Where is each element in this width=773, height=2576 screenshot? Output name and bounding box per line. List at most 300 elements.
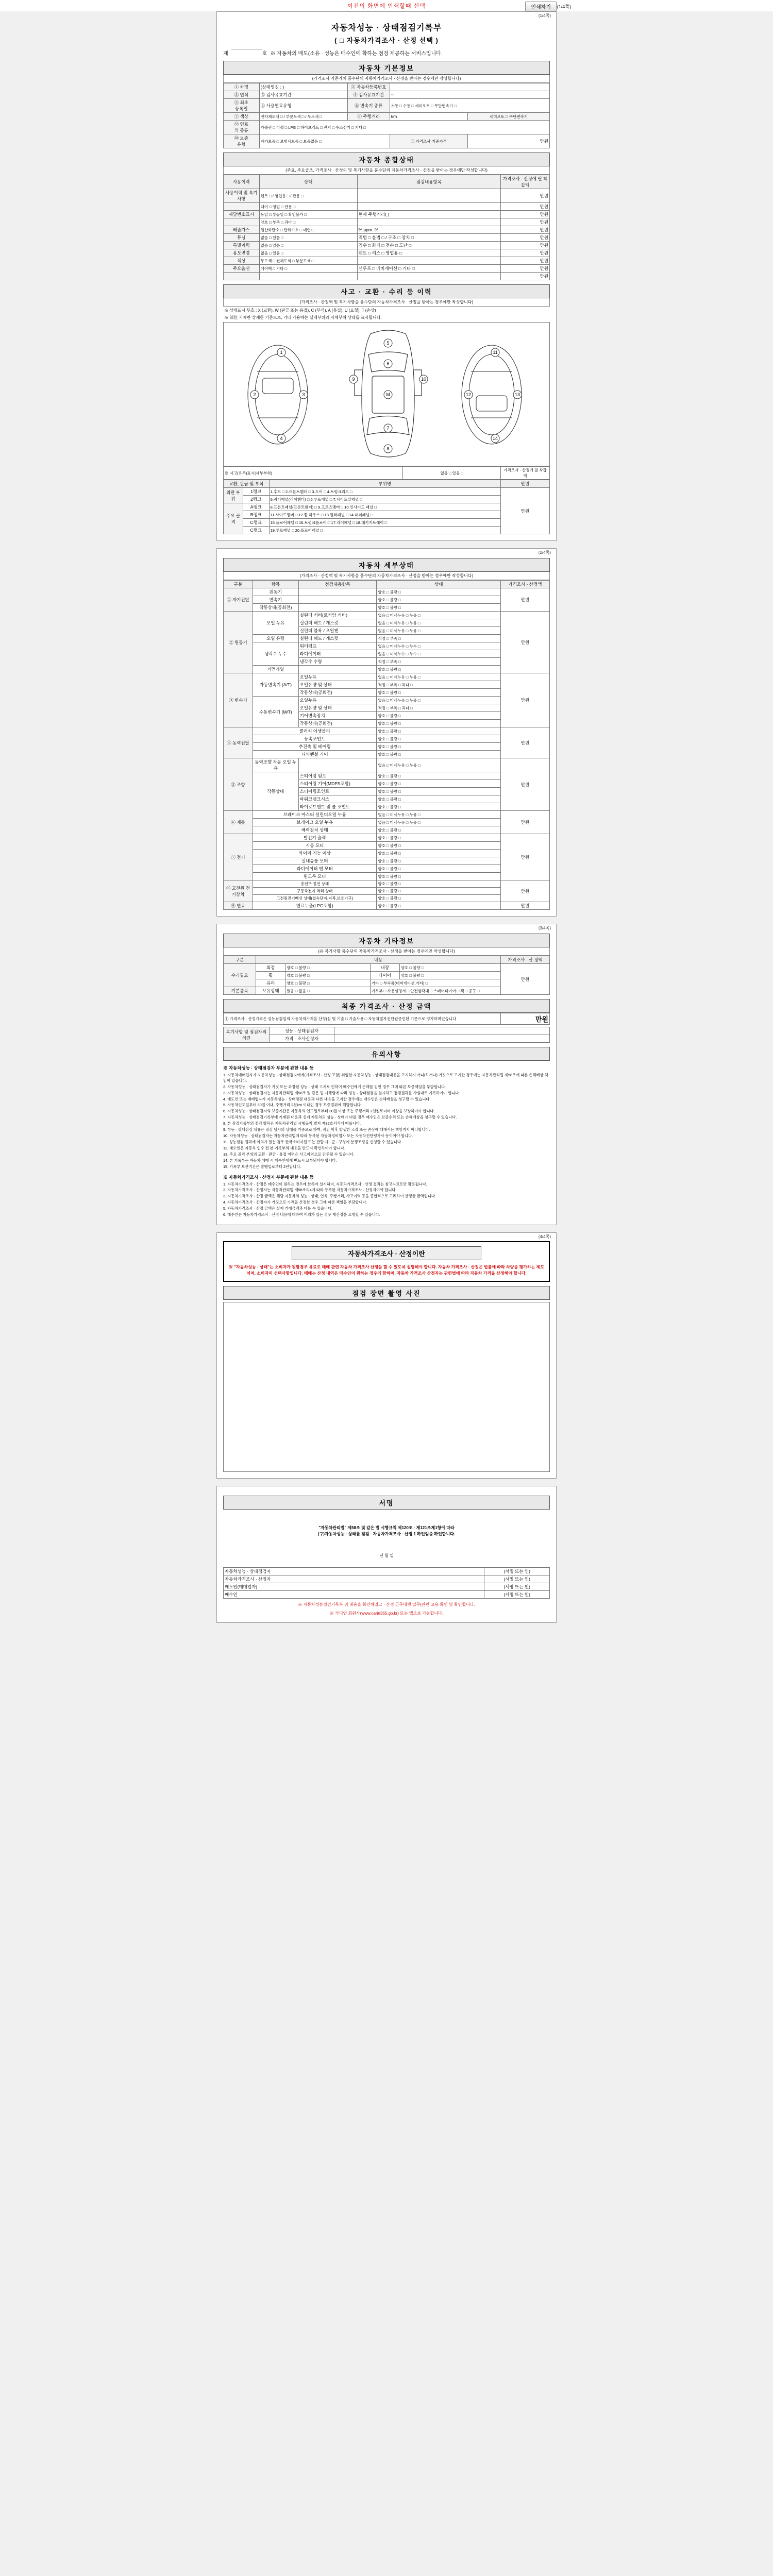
table-row [224, 226, 550, 234]
table-row [224, 834, 550, 842]
status-options[interactable]: 없음 □ 미세누유 □ 누유 □ [377, 811, 501, 819]
status-options[interactable]: 양호 □ 불량 □ [377, 842, 501, 850]
frame-items[interactable]: 11.사이드멤버 □ 12.휠 하우스 □ 13.필러패널 □ 14.대쉬패널 □ [269, 511, 500, 519]
table-row [224, 91, 550, 99]
table-row [224, 673, 550, 681]
status-options-2[interactable]: 기타 □ 부속품(네비게이션,기타) □ [370, 979, 500, 987]
section-detail-title: 자동차 세부상태 [223, 558, 550, 572]
status-options[interactable]: 양호 □ 불량 □ [377, 780, 501, 788]
sub-label: 실린더 헤드 / 개스킷 [298, 619, 377, 627]
status-options[interactable]: 양호 □ 불량 □ [377, 751, 501, 758]
frame-level: 2랭크 [243, 496, 269, 503]
car-damage-diagram[interactable] [223, 322, 550, 466]
sub-label: 작동상태(공회전) [298, 720, 377, 727]
svg-text:14: 14 [492, 436, 498, 441]
terms-p: 3. 자동차성능 · 상태점검자는 자동차관리법 제58조 및 같은 법 시행령에 따라 성능 · 상태점검을 실시하고 점검결과를 사실대로 기록하여야 합니다. [223, 1090, 460, 1095]
row-detail[interactable] [357, 273, 501, 280]
item-label: 연료누출(LPG포함) [253, 902, 377, 910]
row-label: 수리필요 [224, 964, 256, 987]
table-row [224, 99, 550, 113]
item-label: 브레이크 오일 누유 [253, 819, 377, 826]
row-amount[interactable]: 만원 [501, 265, 550, 273]
th-amt: 가격조사 · 산 정액 [501, 956, 550, 964]
sub-label: 냉각수 수량 [298, 658, 377, 666]
status-options[interactable]: 양호 □ 불량 □ [377, 880, 501, 888]
row-detail[interactable]: 선루프 □ 네비게이션 □ 기타 □ [357, 265, 501, 273]
cell-inspect-label: ④ 검사유효기간 [347, 91, 390, 99]
item-label: 발전기 출력 [253, 834, 377, 842]
row-amount[interactable]: 만원 [501, 189, 550, 203]
cell-extra-label: 세미오토 □ 무단변속기 [468, 113, 550, 121]
svg-text:13: 13 [514, 392, 520, 397]
group-amount[interactable]: 만원 [501, 588, 550, 612]
status-options[interactable]: 없음 □ 미세누수 □ 누수 □ [377, 642, 501, 650]
terms-p: 3. 자동차가격조사 · 산정 금액은 해당 자동차의 성능 · 상태, 연식, 주행거리, 사고이력 등을 종합적으로 고려하여 산정한 금액입니다. [223, 1194, 436, 1199]
terms-p: 6. 매수인은 자동차가격조사 · 산정 내용에 대하여 이의가 있는 경우 재산정을 요청할 수 있습니다. [223, 1212, 380, 1217]
table-row [224, 1035, 550, 1043]
basic-info-table [223, 83, 550, 148]
frame-level: 1랭크 [243, 488, 269, 496]
table-header-row [224, 581, 550, 588]
terms-p: 4. 자동차가격조사 · 산정자가 거짓으로 가격을 산정한 경우 그에 따른 책임을 부담합니다. [223, 1200, 367, 1205]
th-content: 내용 [256, 956, 501, 964]
status-options[interactable]: 적정 □ 부족 □ [377, 635, 501, 642]
row-amount[interactable]: 만원 [501, 257, 550, 265]
row-amount[interactable]: 만원 [501, 234, 550, 242]
table-row [224, 249, 550, 257]
section-overall-title: 자동차 종합상태 [223, 152, 550, 166]
status-options-2[interactable]: 양호 □ 불량 □ [399, 964, 500, 972]
row-state[interactable] [259, 273, 357, 280]
status-options[interactable]: 적정 □ 부족 □ [377, 658, 501, 666]
cell-color-value[interactable]: 전차체도색 □ / 부분도색 □ / 무도색 □ [259, 113, 347, 121]
section-basic-info-note: (가격조사 기준가치 품수단의 자동차가격조사 · 산정을 받아는 경우에만 작성합니다) [223, 75, 550, 83]
status-options[interactable]: 양호 □ 불량 □ [377, 588, 501, 596]
status-options[interactable]: 없음 □ 미세누유 □ 누유 □ [377, 673, 501, 681]
sub-label-2: 내장 [370, 964, 399, 972]
group-label: ② 원동기 [224, 612, 253, 673]
row-label: 주요옵션 [224, 265, 260, 273]
price-survey-checkbox[interactable]: ( □ 자동차가격조사 · 산정 선택 ) [334, 37, 439, 44]
accident-presence-options[interactable]: 없음 □ 있음 □ [403, 467, 501, 480]
status-options[interactable]: 양호 □ 불량 □ [285, 964, 371, 972]
terms-p: 2. 자동차성능 · 상태점검자가 거짓 또는 과장된 성능 · 상태 고지로 인하여 매수인에게 손해를 입힌 경우 그에 따른 보증책임을 부담합니다. [223, 1084, 446, 1089]
status-options[interactable]: 없음 □ 미세누유 □ 누유 □ [377, 697, 501, 704]
sub-label: 보유상태 [256, 987, 285, 995]
group-amount[interactable]: 만원 [501, 727, 550, 758]
status-options[interactable]: 양호 □ 불량 □ [377, 795, 501, 803]
sign-label: 자동차성능 · 상태점검자 [224, 1568, 484, 1575]
status-options[interactable]: 양호 □ 불량 □ [377, 689, 501, 697]
terms-p: 1. 자동차매매업자가 자동차성능 · 상태점검자에게(가격조사 · 산정 포함) 위임한 자동차성능 · 상태점검내용을 고지하지 아니(하거나) 거짓으로 고지한 경우에는 자동차관리법 제58조에 따른 손해배상 책임이 있습니다. [223, 1072, 548, 1083]
cell-trans-value[interactable]: 자동 □ 수동 □ 세미오토 □ 무단변속기 □ [390, 99, 549, 113]
sign-value[interactable]: (서명 또는 인) [484, 1575, 550, 1583]
row-state[interactable]: 없음 □ 있음 □ [259, 242, 357, 249]
row-label: 색상 [224, 257, 260, 265]
status-options[interactable]: 적정 □ 부족 □ 과다 □ [377, 681, 501, 689]
item-label: 라디에이터 팬 모터 [253, 865, 377, 873]
terms-p: 10. 자동차성능 · 상태점검자는 자동차관리법에 따라 등록된 자동차정비업자 또는 자동차진단평가사 등이어야 합니다. [223, 1133, 413, 1139]
status-options[interactable]: 양호 □ 불량 □ [377, 727, 501, 735]
item-label: 충전구 절연 상태 [253, 880, 377, 888]
item-label: 브레이크 마스터 실린더오일 누유 [253, 811, 377, 819]
frame-items[interactable]: 1.후드 □ 2.프론트휀더 □ 3.도어 □ 4.트렁크리드 □ [269, 488, 500, 496]
sub-label: 스티어링 펌프 [298, 772, 377, 780]
status-options[interactable]: 양호 □ 불량 □ [377, 803, 501, 811]
ho-label: 호 [262, 51, 267, 57]
frame-items[interactable]: 8.프론트패널(프론트휀더) □ 9.크로스멤버 □ 10.인사이드 패널 □ [269, 503, 500, 511]
row-detail[interactable]: 적법 □ 불법 □ / 구조 □ 장치 □ [357, 234, 501, 242]
row-detail[interactable]: 침수 □ 화재 □ 전손 □ 도난 □ [357, 242, 501, 249]
status-options[interactable]: 양호 □ 불량 □ [377, 895, 501, 902]
sub-label [298, 596, 377, 604]
terms-p: 12. 매수인은 자동차 인수 전 본 기록부의 내용을 반드시 확인하여야 합니다. [223, 1146, 345, 1150]
svg-text:5: 5 [386, 341, 390, 346]
item-label: 추진축 및 베어링 [253, 743, 377, 751]
frame-level: B랭크 [243, 511, 269, 519]
sub-label: 스티어링 기어(MDPS포함) [298, 780, 377, 788]
page-5 [216, 1486, 557, 1623]
item-label: 등속조인트 [253, 735, 377, 743]
signature-table [223, 1567, 550, 1599]
sign-label: 매도인(매매업자) [224, 1583, 484, 1591]
sub-label: 워터펌프 [298, 642, 377, 650]
cell-inspect-value[interactable]: ~ [390, 91, 549, 99]
terms-p: 8. 본 점검기록부의 점검 항목은 자동차관리법 시행규칙 별지 제82호서식에 따릅니다. [223, 1121, 361, 1126]
row-amount[interactable]: 만원 [501, 203, 550, 211]
group-label: ⑨ 연료 [224, 902, 253, 910]
table-row [224, 189, 550, 203]
status-options[interactable]: 양호 □ 불량 □ [377, 735, 501, 743]
item-label: 배력장치 상태 [253, 826, 377, 834]
group-amount[interactable]: 만원 [501, 612, 550, 673]
accident-bullet-1: ※ 상태표시 부호 : X (교환), W (판금 또는 용접), C (부식), A (흠집), U (요철), T (손상) [224, 308, 376, 313]
row-detail[interactable]: % ppm. % [357, 226, 501, 234]
status-options[interactable]: 양호 □ 불량 □ [377, 857, 501, 865]
cell-fuel-label: ⑨ 연료 의 종류 [224, 121, 260, 134]
row-label [224, 273, 260, 280]
row-label: 기본품목 [224, 987, 256, 995]
status-options[interactable]: 없음 □ 미세누유 □ 누유 □ [377, 619, 501, 627]
page-4-number: (4/4쪽) [538, 1234, 551, 1240]
table-row [224, 1568, 550, 1575]
cell-firstreg-label: ⑤ 최초 등록일 [224, 99, 260, 113]
group-label: ⑥ 제동 [224, 811, 253, 834]
group-amount[interactable]: 만원 [501, 758, 550, 811]
item-label: 수동변속기 (M/T) [253, 697, 298, 727]
frame-exchange-table [223, 480, 550, 534]
sign-value[interactable]: (서명 또는 인) [484, 1568, 550, 1575]
th-usage: 사용이력 [224, 175, 260, 189]
item-label: 클러치 어셈블리 [253, 727, 377, 735]
group-label: ⑤ 조향 [224, 758, 253, 811]
frame-items[interactable]: 5.쿼터패널(리어휀더) □ 6.루프패널 □ 7.사이드실패널 □ [269, 496, 500, 503]
status-options-2[interactable]: 기록부 □ 사용설명서 □ 안전삼각대 □ 스페어타이어 □ 잭 □ 공구 □ [370, 987, 500, 995]
final-price-note: ① 가격조사 · 산정가격은 성능점검일의 자동차의가격을 산정(심 및 기술 □ 기술사용 □ 자동차별자진단원증인된 기준으로 평가하며있습니다 [224, 1013, 501, 1025]
group-label: ⑦ 전기 [224, 834, 253, 880]
sub-label: 작동상태(공회전) [298, 689, 377, 697]
signature-note-1: "자동차관리법" 제58조 및 같은 법 시행규칙 제120조 · 제121조제1항에 따라 [318, 1526, 455, 1531]
cell-year-value[interactable]: ⑤ 검사유효기간 [259, 91, 347, 99]
status-options[interactable]: 양호 □ 불량 □ [377, 772, 501, 780]
row-state[interactable]: 무도색 □ 전체도색 □ 부분도색 □ [259, 257, 357, 265]
status-options[interactable]: 양호 □ 불량 □ [377, 888, 501, 895]
table-row [224, 273, 550, 280]
sub-label [298, 604, 377, 612]
cell-carname-value[interactable]: (상태명칭 : ) [259, 83, 347, 91]
signature-section-title: 서명 [223, 1496, 550, 1510]
sub-label: 실린더 블록 / 오일팬 [298, 627, 377, 635]
table-row [224, 113, 550, 121]
group-amount[interactable]: 만원 [501, 811, 550, 834]
status-options[interactable]: 양호 □ 불량 □ [285, 979, 371, 987]
row-detail[interactable] [357, 257, 501, 265]
terms-title: 유의사항 [223, 1047, 550, 1061]
table-header-row [224, 175, 550, 189]
terms-p: 14. 본 기록부는 자동차 매매 시 매수인에게 반드시 교부되어야 합니다. [223, 1158, 337, 1163]
note-row-label: 성능 · 상태점검자 [269, 1027, 334, 1035]
group-label: ① 자기진단 [224, 588, 253, 612]
note-row-label: 가격 · 조사산정자 [269, 1035, 334, 1043]
table-row [224, 134, 550, 148]
th-amt: 가격조사 · 산정액 [501, 581, 550, 588]
row-state[interactable]: 양호 □ 부족 □ 과다 □ [259, 218, 357, 226]
cell-regno-value[interactable] [390, 83, 549, 91]
frame-group-main: 주요 골격 [224, 503, 243, 534]
group-label: ④ 동력전달 [224, 727, 253, 758]
frame-group-outer: 외판 부위 [224, 488, 243, 503]
price-survey-explanation-title: 자동차가격조사 · 산정이란 [292, 1246, 481, 1260]
group-amount[interactable]: 만원 [501, 880, 550, 902]
cell-baseprice-value[interactable]: 만원 [468, 134, 550, 148]
status-options[interactable]: 있음 □ 없음 □ [285, 987, 371, 995]
row-amount[interactable]: 만원 [501, 242, 550, 249]
th-amount: 가격조사 · 산정에 필 착갑액 [501, 175, 550, 189]
item-label: 고전원전기배선 상태(접속단자,피복,보호기구) [253, 895, 377, 902]
status-options[interactable]: 양호 □ 불량 □ [377, 826, 501, 834]
status-options[interactable]: 양호 □ 불량 □ [377, 902, 501, 910]
row-state[interactable]: 대여 □ 영업 □ 관용 □ [259, 203, 357, 211]
th-div: 구분 [224, 956, 256, 964]
sub-label: 스티어링조인트 [298, 788, 377, 795]
row-state[interactable]: 없음 □ 있음 □ [259, 249, 357, 257]
status-options[interactable]: 양호 □ 불량 □ [377, 834, 501, 842]
status-options[interactable]: 양호 □ 불량 □ [377, 743, 501, 751]
svg-text:12: 12 [465, 392, 472, 397]
frame-amount[interactable]: 만원 [501, 488, 550, 534]
status-options[interactable]: 없음 □ 미세누유 □ 누유 □ [377, 627, 501, 635]
th-frame-amount: 만원 [501, 480, 550, 488]
row-state[interactable]: 없음 □ 있음 □ [259, 234, 357, 242]
row-detail[interactable]: 렌트 □ 리스 □ 영업용 □ [357, 249, 501, 257]
final-price-title: 최종 가격조사 · 산정 금액 [223, 999, 550, 1013]
terms-body [223, 1065, 550, 1218]
table-row [224, 1027, 550, 1035]
photo-area[interactable] [223, 1302, 550, 1472]
table-row [224, 234, 550, 242]
terms-p: 4. 매도인 또는 매매업자가 자동차성능 · 상태점검 내용과 다른 내용을 고지한 경우에는 매수인은 손해배상을 청구할 수 있습니다. [223, 1096, 431, 1101]
status-options-2[interactable]: 양호 □ 불량 □ [399, 972, 500, 979]
table-row [224, 467, 550, 480]
row-state[interactable]: 렌트 □ / 영업용 □ / 관용 □ [259, 189, 357, 203]
other-info-table [223, 956, 550, 995]
row-detail[interactable] [357, 203, 501, 211]
terms-heading-2: ※ 자동차가격조사 · 산정자 부문에 관한 내용 등 [223, 1174, 314, 1180]
group-amount[interactable]: 만원 [501, 834, 550, 880]
final-price-table [223, 1013, 550, 1025]
print-notice: 이전의 화면에 인쇄할때 선택 [347, 3, 426, 9]
print-button[interactable]: 인쇄하기 [525, 2, 557, 11]
table-row [224, 811, 550, 819]
footer-notice-2: ※ 카디언 회원사(www.carin365.go.kr) 또는 앱으로 가능합니다. [329, 1611, 444, 1616]
th-state: 상태 [259, 175, 357, 189]
table-row [224, 964, 550, 972]
item-label: 실내송풍 모터 [253, 857, 377, 865]
sub-label: 오일누유 [298, 673, 377, 681]
status-options[interactable]: 적정 □ 부족 □ 과다 □ [377, 704, 501, 712]
terms-p: 1. 자동차가격조사 · 산정은 매수인이 원하는 경우에 한하여 실시하며, 자동차가격조사 · 산정 결과는 참고자료로만 활용됩니다. [223, 1181, 427, 1187]
row-label: 배출가스 [224, 226, 260, 234]
table-row [224, 211, 550, 218]
terms-p: 13. 주요 골격 부위의 교환 · 판금 · 용접 이력은 사고이력으로 간주될 수 있습니다. [223, 1151, 355, 1157]
final-price-amount[interactable]: 만원 [501, 1013, 550, 1025]
row-state[interactable]: 일산화탄소 □ 탄화수소 □ 매연 □ [259, 226, 357, 234]
sub-label [298, 588, 377, 596]
row-state[interactable]: 동일 □ 부동일 □ 확인불가 □ [259, 211, 357, 218]
status-options[interactable]: 양호 □ 불량 □ [377, 720, 501, 727]
status-options[interactable]: 양호 □ 불량 □ [377, 865, 501, 873]
table-row [224, 1583, 550, 1591]
row-label [224, 218, 260, 226]
svg-text:3: 3 [302, 392, 305, 397]
row-amount[interactable]: 만원 [501, 218, 550, 226]
accident-summary-table [223, 466, 550, 480]
cell-warranty-label: ⑩ 보증 유형 [224, 134, 260, 148]
status-options[interactable]: 없음 □ 미세누유 □ 누유 □ [377, 758, 501, 772]
sub-label: 기어변속장치 [298, 712, 377, 720]
frame-level: A랭크 [243, 503, 269, 511]
table-header-row [224, 956, 550, 964]
car-diagram-svg[interactable] [224, 323, 550, 466]
status-options[interactable]: 없음 □ 미세누수 □ 누수 □ [377, 650, 501, 658]
footer-notice-1: ※ 자동차성능점검기록부 위 내용을 확인하였고 · 산정 근무대행 업무(관련 고유 확인 및 확인합니다. [298, 1602, 475, 1607]
item-label: 동력조향 작동 오일 누유 [253, 758, 298, 772]
cell-firstreg-value[interactable]: ⑥ 사용연료유형 [259, 99, 347, 113]
status-options[interactable]: 양호 □ 불량 □ [377, 873, 501, 880]
page-2-number: (2/4쪽) [538, 550, 551, 555]
row-amount[interactable]: 만원 [501, 273, 550, 280]
row-amount[interactable]: 만원 [501, 249, 550, 257]
status-options[interactable]: 양호 □ 불량 □ [285, 972, 371, 979]
table-row [224, 1591, 550, 1599]
row-state[interactable]: 에어백 □ 기타 □ [259, 265, 357, 273]
item-label: 와이퍼 기능 이상 [253, 850, 377, 857]
sub-label: 외장 [256, 964, 285, 972]
cell-fuel-value[interactable]: 가솔린 □ 디젤 □ LPG □ 하이브리드 □ 전기 □ 수소전기 □ 기타 □ [259, 121, 549, 134]
item-label: 자동변속기 (A/T) [253, 673, 298, 697]
item-label: 오일 유량 [253, 635, 298, 642]
status-options[interactable]: 양호 □ 불량 □ [377, 596, 501, 604]
status-options[interactable]: 양호 □ 불량 □ [377, 850, 501, 857]
page-1-number: (1/4쪽) [538, 13, 551, 18]
status-options[interactable]: 양호 □ 불량 □ [377, 712, 501, 720]
row-label: 제당번호표시 [224, 211, 260, 218]
sub-label: 오일누유 [298, 697, 377, 704]
note-row-value[interactable] [334, 1027, 550, 1035]
svg-text:1: 1 [280, 350, 283, 355]
sign-label: 매수인 [224, 1591, 484, 1599]
page-subtitle [223, 35, 550, 45]
status-options[interactable]: 없음 □ 미세누유 □ 누유 □ [377, 612, 501, 619]
item-label: 냉각수 누수 [253, 642, 298, 666]
item-label: 원동기 [253, 588, 298, 596]
row-detail[interactable]: 현재 주행거리( ) [357, 211, 501, 218]
status-options[interactable]: 양호 □ 불량 □ [377, 666, 501, 673]
section-accident-note: (가격조사 · 산정액 및 복기사항을 품수단의 자동차가격조사 · 산정을 받아는 경우에만 작성합니다) [223, 298, 550, 307]
accident-presence-label: ※ 시고(유무)표시(세부부위) [224, 467, 403, 480]
frame-items[interactable]: 19.루프패널 □ 20.플로어패널 □ [269, 527, 500, 534]
terms-p: 7. 자동차성능 · 상태점검기록부에 기재된 내용과 실제 자동차의 성능 · 상태가 다를 경우 매수인은 보증수리 또는 손해배상을 청구할 수 있습니다. [223, 1115, 457, 1120]
row-label: 튜닝 [224, 234, 260, 242]
section-overall-note: (주요, 주요골조, 가격조사 · 산정의 및 복기사항을 품수단의 자동차가격조사 · 산정을 받아는 경우에만 작성합니다) [223, 166, 550, 175]
sign-value[interactable]: (서명 또는 인) [484, 1591, 550, 1599]
signature-note-2: (구)자동차성능 · 상태를 점검 · 자동차가격조사 · 산정 1 확인임을 확인합니다. [317, 1532, 456, 1537]
frame-items[interactable]: 15.플로어패널 □ 16.트렁크플로어 □ 17.리어패널 □ 18.패키지트레이 □ [269, 519, 500, 527]
price-survey-explanation-box [223, 1241, 550, 1282]
note-row-value[interactable] [334, 1035, 550, 1043]
frame-level: C랭크 [243, 519, 269, 527]
terms-heading-1: ※ 자동차성능 · 상태점검자 부문에 관한 내용 등 [223, 1065, 314, 1071]
sign-value[interactable]: (서명 또는 인) [484, 1583, 550, 1591]
table-row [224, 727, 550, 735]
group-amount[interactable]: 만원 [501, 673, 550, 727]
cell-warranty-value[interactable]: 자가보증 □ 보험사보증 □ 보증없음 □ [259, 134, 390, 148]
sub-label [298, 758, 377, 772]
row-amount[interactable]: 만원 [501, 226, 550, 234]
row-label: 사용이력 및 특기사항 [224, 189, 260, 203]
row-amount[interactable]: 만원 [501, 211, 550, 218]
terms-p: 5. 자동차가격조사 · 산정 금액은 실제 거래금액과 다를 수 있습니다. [223, 1206, 333, 1211]
row-detail[interactable] [357, 218, 501, 226]
status-options[interactable]: 없음 □ 미세누유 □ 누유 □ [377, 819, 501, 826]
row-detail[interactable] [357, 189, 501, 203]
section-detail-note: (가격조사 · 산정액 및 복기사항을 품수단의 자동차가격조사 · 산정을 받아는 경우에만 작성합니다) [223, 572, 550, 580]
signature-date-line[interactable]: 년 월 일 [379, 1553, 394, 1558]
cell-mileage-value[interactable]: km [390, 113, 467, 121]
page-title: 자동차성능 · 상태점검기록부 [331, 24, 442, 32]
sign-label: 자동차가격조사 · 산정자 [224, 1575, 484, 1583]
row-amount[interactable]: 만원 [501, 964, 550, 995]
item-label: 오일 누유 [253, 612, 298, 635]
item-label: 시동 모터 [253, 842, 377, 850]
section-other-note: (유 복기사항 품수단의 자동차가격조사 · 산정을 받아는 경우에만 작성합니다) [223, 947, 550, 956]
group-amount[interactable]: 만원 [501, 902, 550, 910]
detail-state-table [223, 580, 550, 910]
accident-amount-label: 가격조사 · 산정에 필 착갑액 [501, 467, 550, 480]
item-label: 커먼레일 [253, 666, 298, 673]
photo-section-title: 점검 장면 촬영 사진 [223, 1286, 550, 1300]
status-options[interactable]: 양호 □ 불량 □ [377, 788, 501, 795]
table-row [224, 257, 550, 265]
cell-year-label: ③ 연식 [224, 91, 260, 99]
svg-text:8: 8 [386, 446, 390, 451]
sub-label: 실린더 헤드 / 개스킷 [298, 635, 377, 642]
doc-head-text: ※ 자동차의 매도(소유 · 성능은 매수인에 확하는 점검 제공하는 서비스입니다. [270, 51, 443, 57]
group-label: ③ 변속기 [224, 673, 253, 727]
table-row [224, 265, 550, 273]
frame-level: C랭크 [243, 527, 269, 534]
status-options[interactable]: 양호 □ 불량 □ [377, 604, 501, 612]
